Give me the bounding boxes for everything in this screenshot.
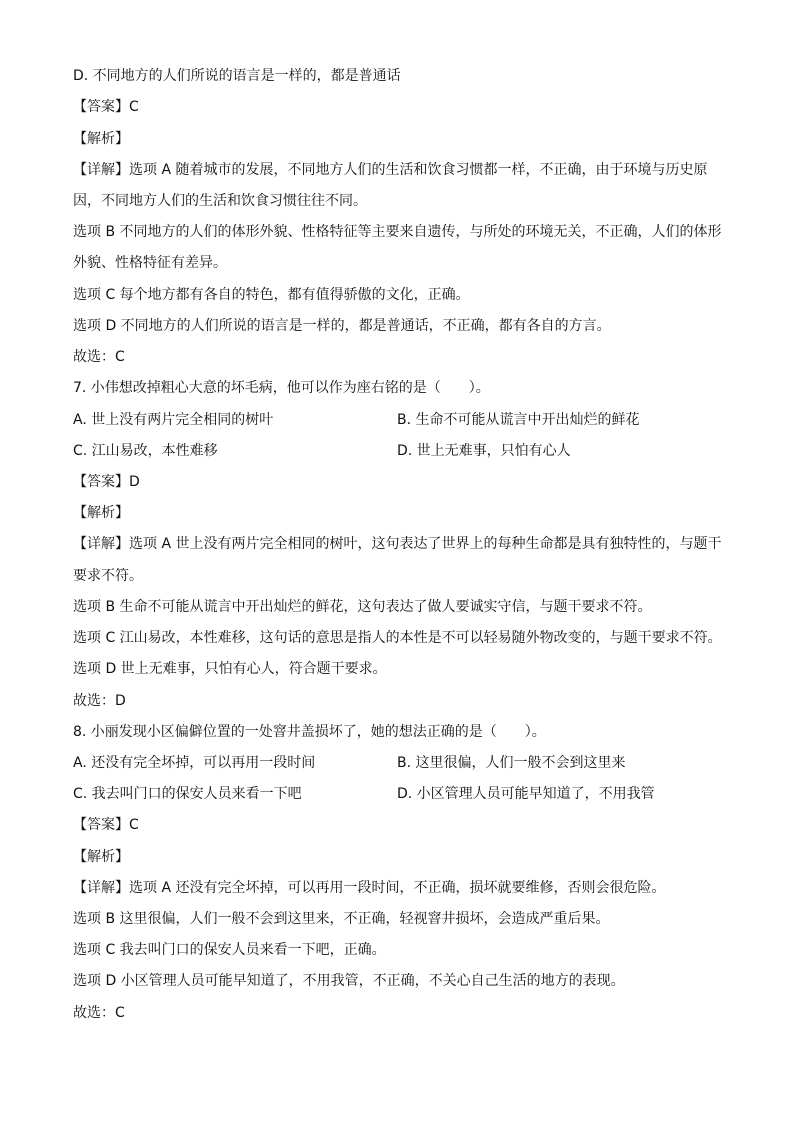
q8-answer: 【答案】C <box>73 817 139 833</box>
q7-option-d: D. 世上无难事，只怕有心人 <box>397 443 571 459</box>
q8-detail-3: 选项 C 我去叫门口的保安人员来看一下吧，正确。 <box>73 942 386 958</box>
q8-detail-1: 【详解】选项 A 还没有完全坏掉，可以再用一段时间，不正确，损坏就要维修，否则会很危险。 <box>73 880 666 896</box>
q7-detail-4: 选项 D 世上无难事，只怕有心人，符合题干要求。 <box>73 661 387 677</box>
q8-option-c: C. 我去叫门口的保安人员来看一下吧 <box>73 786 302 802</box>
q6-detail-1a: 【详解】选项 A 随着城市的发展，不同地方人们的生活和饮食习惯都一样，不正确，由于环境与历史原 <box>73 162 708 178</box>
q7-choice: 故选：D <box>73 693 126 709</box>
q6-choice: 故选：C <box>73 349 125 365</box>
q8-option-d: D. 小区管理人员可能早知道了，不用我管 <box>397 786 655 802</box>
q8-stem: 8. 小丽发现小区偏僻位置的一处窨井盖损坏了，她的想法正确的是（ ）。 <box>73 724 546 740</box>
q8-detail-4: 选项 D 小区管理人员可能早知道了，不用我管，不正确，不关心自己生活的地方的表现。 <box>73 973 625 989</box>
q7-detail-2: 选项 B 生命不可能从谎言中开出灿烂的鲜花，这句表达了做人要诚实守信，与题干要求不符。 <box>73 599 652 615</box>
q7-detail-3: 选项 C 江山易改，本性难移，这句话的意思是指人的本性是不可以轻易随外物改变的，与题干要求不符。 <box>73 630 722 646</box>
q7-option-b: B. 生命不可能从谎言中开出灿烂的鲜花 <box>397 412 640 428</box>
q8-choice: 故选：C <box>73 1005 125 1021</box>
q8-analysis-label: 【解析】 <box>73 849 129 865</box>
q6-detail-1b: 因，不同地方人们的生活和饮食习惯往往不同。 <box>73 193 367 209</box>
q7-option-a: A. 世上没有两片完全相同的树叶 <box>73 412 274 428</box>
q6-detail-2b: 外貌、性格特征有差异。 <box>73 255 227 271</box>
q6-option-d: D. 不同地方的人们所说的语言是一样的，都是普通话 <box>73 68 401 84</box>
q7-detail-1a: 【详解】选项 A 世上没有两片完全相同的树叶，这句表达了世界上的每种生命都是具有独特性的，与题干 <box>73 536 722 552</box>
q6-detail-2a: 选项 B 不同地方的人们的体形外貌、性格特征等主要来自遗传，与所处的环境无关，不正确，人们的体形 <box>73 224 722 240</box>
q7-detail-1b: 要求不符。 <box>73 568 143 584</box>
q7-answer: 【答案】D <box>73 474 140 490</box>
q6-detail-4: 选项 D 不同地方的人们所说的语言是一样的，都是普通话，不正确，都有各自的方言。 <box>73 318 611 334</box>
q7-option-c: C. 江山易改，本性难移 <box>73 443 218 459</box>
q6-answer: 【答案】C <box>73 99 139 115</box>
q6-detail-3: 选项 C 每个地方都有各自的特色，都有值得骄傲的文化，正确。 <box>73 287 470 303</box>
q8-option-a: A. 还没有完全坏掉，可以再用一段时间 <box>73 755 316 771</box>
q7-stem: 7. 小伟想改掉粗心大意的坏毛病，他可以作为座右铭的是（ ）。 <box>73 380 490 396</box>
q8-detail-2: 选项 B 这里很偏，人们一般不会到这里来，不正确，轻视窨井损坏，会造成严重后果。 <box>73 911 610 927</box>
q7-analysis-label: 【解析】 <box>73 505 129 521</box>
q6-analysis-label: 【解析】 <box>73 131 129 147</box>
q8-option-b: B. 这里很偏，人们一般不会到这里来 <box>397 755 626 771</box>
